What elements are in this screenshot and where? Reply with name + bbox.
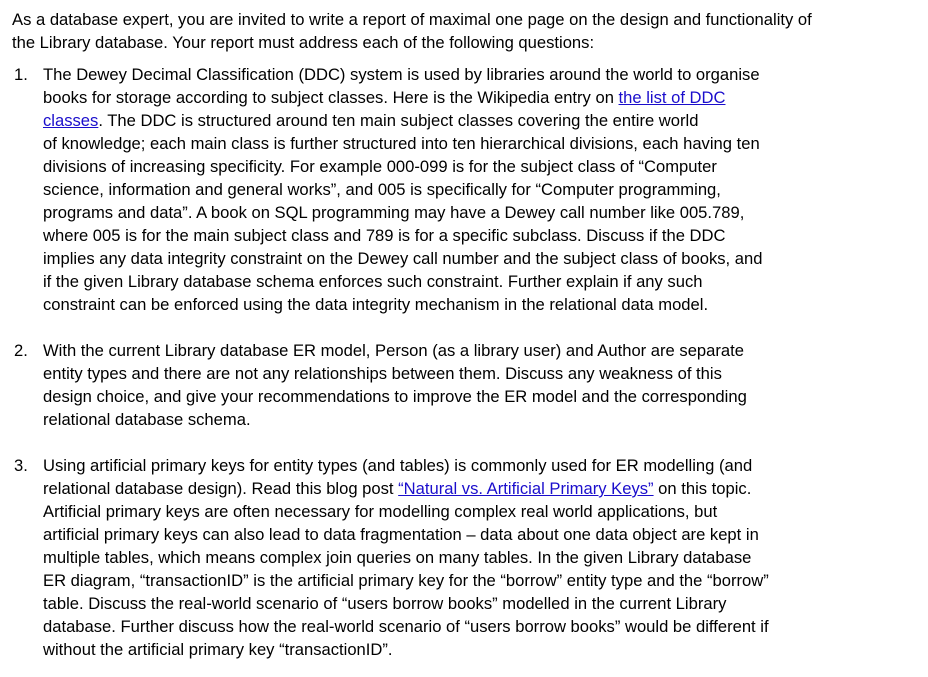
intro-line: the Library database. Your report must address each of the following questions: <box>12 33 595 52</box>
question-item <box>12 63 918 316</box>
question-text-line: multiple tables, which means complex join queries on many tables. In the given Library database <box>43 548 752 567</box>
question-text-line: With the current Library database ER model, Person (as a library user) and Author are separate <box>43 341 744 360</box>
question-item <box>12 339 918 431</box>
question-number: 2. <box>14 341 28 360</box>
question-text-line: divisions of increasing specificity. For example 000-099 is for the subject class of “Computer <box>43 157 717 176</box>
question-text-line: design choice, and give your recommendations to improve the ER model and the corresponding <box>43 387 747 406</box>
question-text-line: books for storage according to subject classes. Here is the Wikipedia entry on the list of DDC <box>43 88 726 107</box>
question-text-line: Artificial primary keys are often necessary for modelling complex real world applications, but <box>43 502 718 521</box>
question-text-line: if the given Library database schema enforces such constraint. Further explain if any such <box>43 272 703 291</box>
question-text-line: implies any data integrity constraint on the Dewey call number and the subject class of books, and <box>43 249 763 268</box>
hyperlink[interactable]: classes <box>43 111 99 130</box>
intro-paragraph <box>12 8 918 54</box>
question-text-line: relational database schema. <box>43 410 251 429</box>
question-number: 1. <box>14 65 28 84</box>
question-text-line: programs and data”. A book on SQL programming may have a Dewey call number like 005.789, <box>43 203 745 222</box>
hyperlink[interactable]: “Natural vs. Artificial Primary Keys” <box>398 479 654 498</box>
hyperlink[interactable]: the list of DDC <box>618 88 726 107</box>
question-text-line: relational database design). Read this blog post “Natural vs. Artificial Primary Keys” on this topic. <box>43 479 752 498</box>
question-item <box>12 454 918 661</box>
question-text-line: table. Discuss the real-world scenario of “users borrow books” modelled in the current Library <box>43 594 727 613</box>
question-text-line: without the artificial primary key “transactionID”. <box>43 640 393 659</box>
question-text-line: Using artificial primary keys for entity types (and tables) is commonly used for ER modelling (and <box>43 456 753 475</box>
question-text-line: database. Further discuss how the real-world scenario of “users borrow books” would be different if <box>43 617 769 636</box>
question-text-line: ER diagram, “transactionID” is the artificial primary key for the “borrow” entity type and the “borrow” <box>43 571 769 590</box>
question-text-line: where 005 is for the main subject class and 789 is for a specific subclass. Discuss if the DDC <box>43 226 726 245</box>
question-text-line: science, information and general works”, and 005 is specifically for “Computer programming, <box>43 180 721 199</box>
question-text-line: artificial primary keys can also lead to data fragmentation – data about one data object are kept in <box>43 525 759 544</box>
question-text-line: entity types and there are not any relationships between them. Discuss any weakness of this <box>43 364 722 383</box>
questions-list <box>12 63 918 661</box>
intro-line: As a database expert, you are invited to write a report of maximal one page on the design and functionality of <box>12 10 812 29</box>
question-number: 3. <box>14 456 28 475</box>
question-text-line: The Dewey Decimal Classification (DDC) system is used by libraries around the world to organise <box>43 65 760 84</box>
question-text-line: classes. The DDC is structured around ten main subject classes covering the entire world <box>43 111 699 130</box>
question-text-line: of knowledge; each main class is further structured into ten hierarchical divisions, each having ten <box>43 134 760 153</box>
question-text-line: constraint can be enforced using the data integrity mechanism in the relational data model. <box>43 295 709 314</box>
